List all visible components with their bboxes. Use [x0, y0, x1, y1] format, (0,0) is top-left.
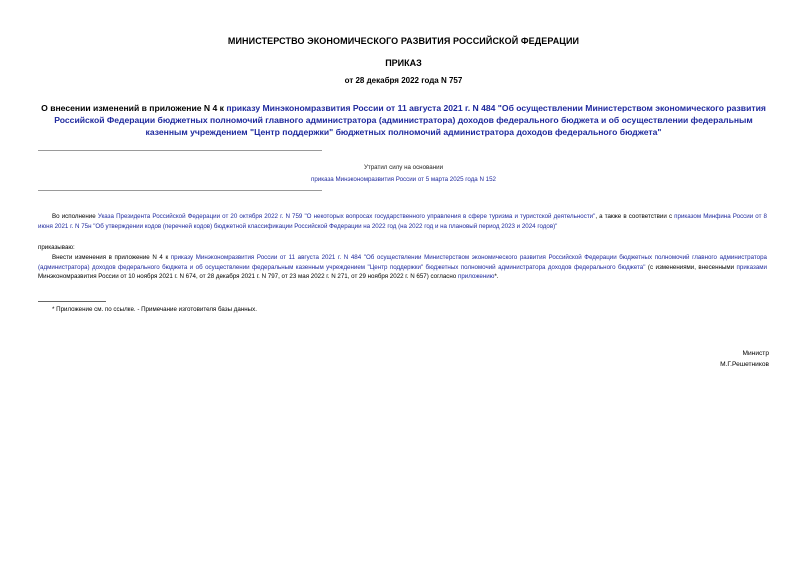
footnote-divider [38, 301, 106, 302]
preamble-paragraph [38, 212, 767, 231]
body-link-appendix[interactable]: приложению [457, 273, 495, 281]
document-date-number: от 28 декабря 2022 года N 757 [344, 76, 463, 85]
footnote: * Приложение см. по ссылке. - Примечание изготовителя базы данных. [52, 306, 257, 313]
body-text-3: Минэкономразвития России от 10 ноября 2021 г. N 674, от 28 декабря 2021 г. N 797, от 23 мая 2022 г. N 271, от 29 ноября 2022 г. N 657) согласно [38, 273, 458, 281]
expired-link-line [0, 176, 807, 183]
divider-bottom [38, 190, 322, 191]
title-link-order-484[interactable]: приказу Минэкономразвития России от 11 августа 2021 г. N 484 "Об осуществлении Министерством экономического развития Российской Федерации бюджетных полномочий главного администратора (администратора) доходов федерального бюджета и об осуществлении федеральным казенным учреждением "Центр поддержки" бюджетных полномочий администратора доходов федерального бюджета" [54, 103, 766, 137]
preamble-link-decree-759[interactable]: Указа Президента Российской Федерации от 20 октября 2022 г. N 759 "О некоторых вопросах государственного управления в сфере туризма и туристской деятельности" [97, 213, 596, 220]
title-prefix: О внесении изменений в приложение N 4 к [41, 103, 227, 113]
body-text-1: Внести изменения в приложение N 4 к [52, 254, 171, 261]
body-paragraph [38, 253, 767, 282]
signature-block [720, 348, 769, 370]
preamble-link-order-75n[interactable]: приказом Минфина России от 8 июня 2021 г. N 75н "Об утверждении кодов (перечней кодов) бюджетной классификации Российской Федерации на 2022 год (на 2022 год и на плановый период 2023 и 2024 годов)" [38, 213, 767, 230]
body-text-2: (с изменениями, внесенными [645, 263, 737, 271]
signature-position: Министр [742, 350, 769, 357]
body-link-orders[interactable]: приказами [736, 263, 767, 271]
document-title [40, 102, 767, 138]
ministry-name: МИНИСТЕРСТВО ЭКОНОМИЧЕСКОГО РАЗВИТИЯ РОССИЙСКОЙ ФЕДЕРАЦИИ [227, 36, 580, 46]
body-link-order-484[interactable]: приказу Минэкономразвития России от 11 августа 2021 г. N 484 "Об осуществлении Министерством экономического развития Российской Федерации бюджетных полномочий главного администратора (администратора) доходов федерального бюджета и об осуществлении федеральным казенным учреждением "Центр поддержки" бюджетных полномочий администратора доходов федерального бюджета" [38, 254, 767, 271]
body-text-4: *. [494, 273, 499, 281]
preamble-text-2: , а также в соответствии с [595, 213, 675, 220]
preamble-text-1: Во исполнение [52, 213, 98, 220]
divider-top [38, 150, 322, 151]
document-type: ПРИКАЗ [385, 58, 422, 68]
expired-link-order-152[interactable]: приказа Минэкономразвития России от 5 марта 2025 года N 152 [311, 176, 496, 183]
signature-name: М.Г.Решетников [720, 361, 769, 368]
expired-note: Утратил силу на основании [363, 164, 444, 171]
order-word: приказываю: [38, 244, 75, 251]
